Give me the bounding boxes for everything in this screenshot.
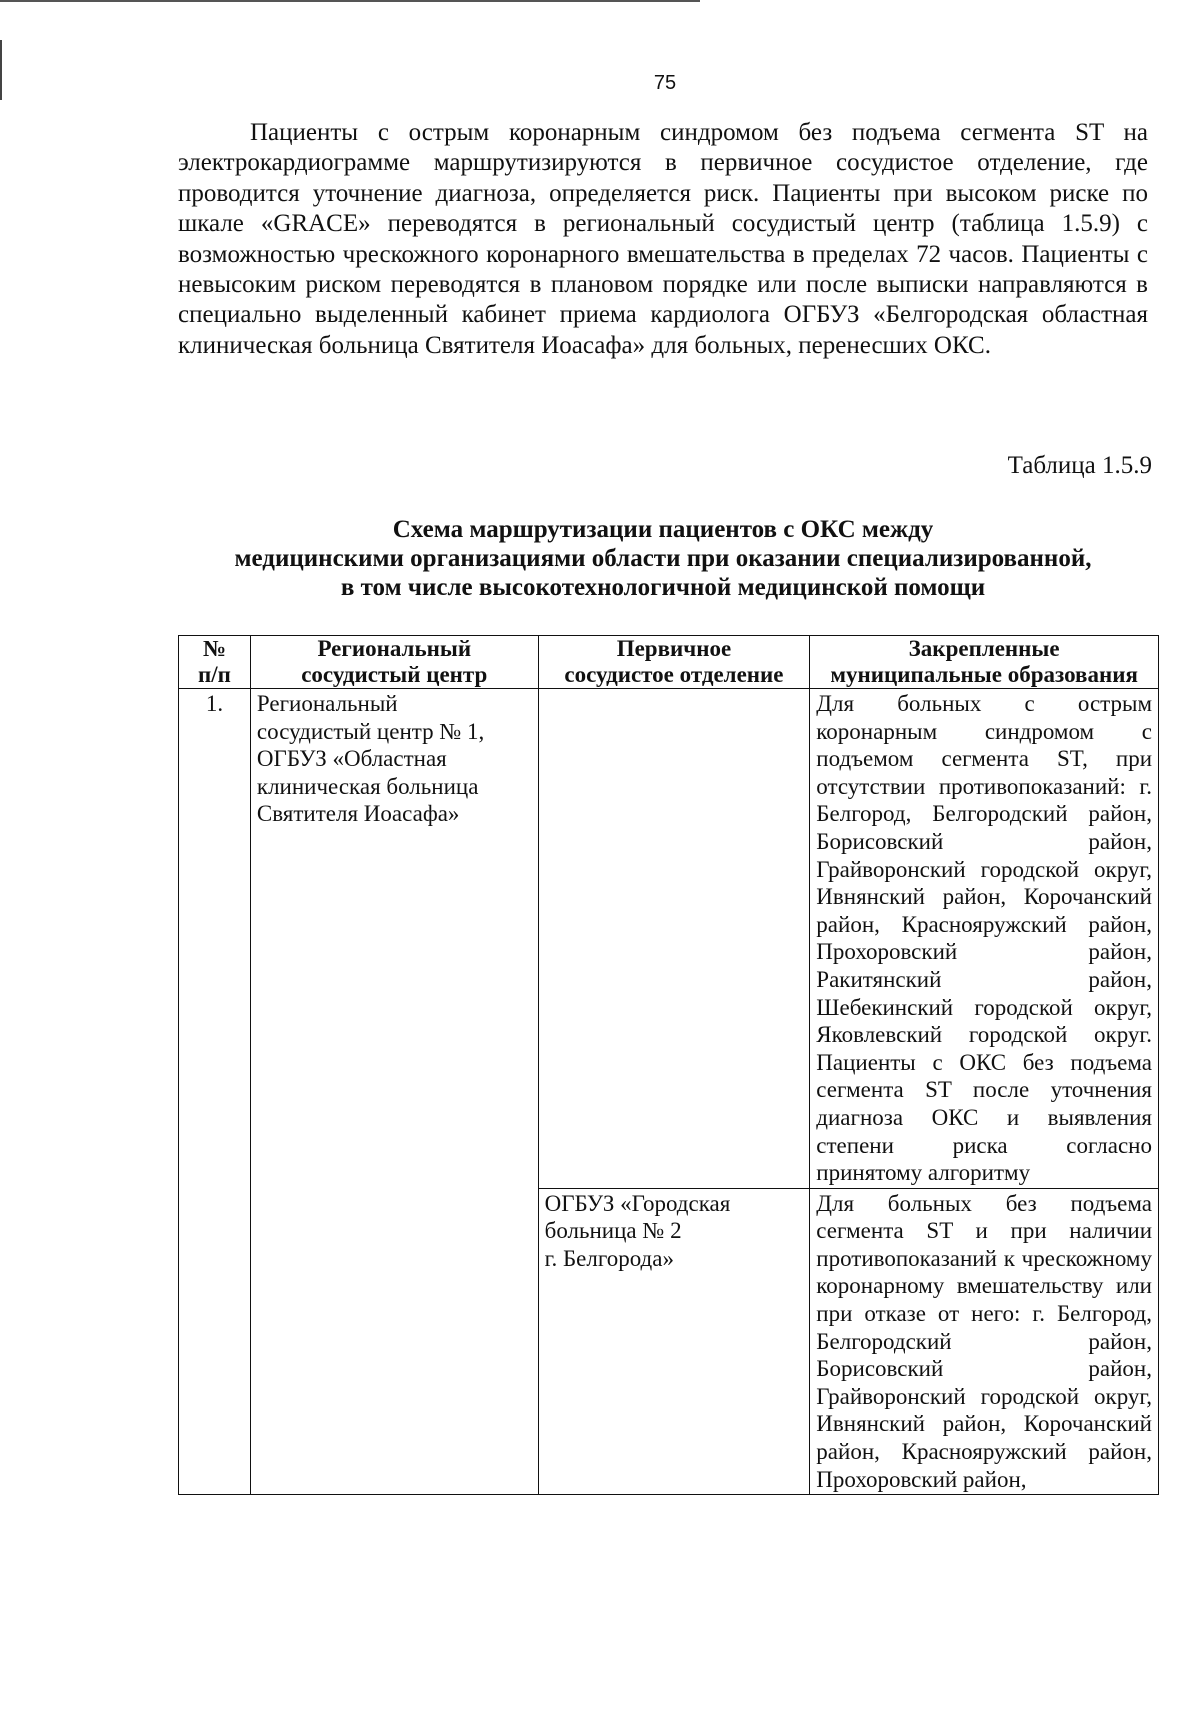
header-num-line-1: № <box>202 636 227 661</box>
municipalities-cell: Для больных без подъема сегмента ST и при наличии противопоказаний к чрескожному коронарному вмешательству или при отказе от него: г. Белгород, Белгородский район, Борисовский район, Грайворонский городской округ, Ивнянский район, Корочанский район, Краснояружский район, Прохоровский район, <box>810 1188 1159 1495</box>
rsc-line-5: Святителя Иоасафа» <box>256 801 460 827</box>
scan-edge-top <box>0 0 700 2</box>
header-municipalities <box>810 636 1159 689</box>
table-label: Таблица 1.5.9 <box>1007 452 1152 479</box>
page-number: 75 <box>653 72 677 94</box>
pso-line-3: г. Белгорода» <box>544 1245 674 1271</box>
regional-center-cell <box>250 689 538 1495</box>
header-mun-line-2: муниципальные образования <box>830 662 1138 687</box>
table-title-line-2: медицинскими организациями области при оказании специализированной, <box>234 545 1092 572</box>
pso-line-1: ОГБУЗ «Городская <box>544 1190 731 1216</box>
municipalities-cell: Для больных с острым коронарным синдромом с подъемом сегмента ST, при отсутствии противопоказаний: г. Белгород, Белгородский район, Борисовский район, Грайворонский городской округ, Ивнянский район, Корочанский район, Краснояружский район, Прохоровский район, Ракитянский район, Шебекинский городской округ, Яковлевский городской округ. Пациенты с ОКС без подъема сегмента ST после уточнения диагноза ОКС и выявления степени риска согласно принятому алгоритму <box>810 689 1159 1189</box>
rsc-line-3: ОГБУЗ «Областная <box>256 746 447 772</box>
table-title-line-1: Схема маршрутизации пациентов с ОКС между <box>392 516 934 543</box>
rsc-line-4: клиническая больница <box>256 773 479 799</box>
header-pso-line-2: сосудистое отделение <box>564 662 784 687</box>
pso-line-2: больница № 2 <box>544 1218 682 1244</box>
table-row <box>179 689 1159 1189</box>
header-regional-center <box>250 636 538 689</box>
intro-paragraph: Пациенты с острым коронарным синдромом без подъема сегмента ST на электрокардиограмме маршрутизируются в первичное сосудистое отделение, где проводится уточнение диагноза, определяется риск. Пациенты при высоком риске по шкале «GRACE» переводятся в региональный сосудистый центр (таблица 1.5.9) с возможностью чрескожного коронарного вмешательства в пределах 72 часов. Пациенты с невысоким риском переводятся в плановом порядке или после выписки направляются в специально выделенный кабинет приема кардиолога ОГБУЗ «Белгородская областная клиническая больница Святителя Иоасафа» для больных, перенесших ОКС. <box>178 119 1148 359</box>
routing-table <box>178 635 1159 1495</box>
rsc-line-2: сосудистый центр № 1, <box>256 718 485 744</box>
header-primary-department <box>538 636 810 689</box>
header-rsc-line-1: Региональный <box>317 636 472 661</box>
header-num <box>179 636 251 689</box>
table-title <box>178 515 1148 602</box>
header-mun-line-1: Закрепленные <box>908 636 1060 661</box>
header-pso-line-1: Первичное <box>616 636 732 661</box>
row-number: 1. <box>179 689 251 1495</box>
table-title-line-3: в том числе высокотехнологичной медицинской помощи <box>340 574 986 601</box>
table-header-row <box>179 636 1159 689</box>
primary-department-cell <box>538 1188 810 1495</box>
primary-department-cell-empty <box>538 689 810 1189</box>
rsc-line-1: Региональный <box>256 691 398 716</box>
header-num-line-2: п/п <box>198 662 231 687</box>
header-rsc-line-2: сосудистый центр <box>301 662 488 687</box>
